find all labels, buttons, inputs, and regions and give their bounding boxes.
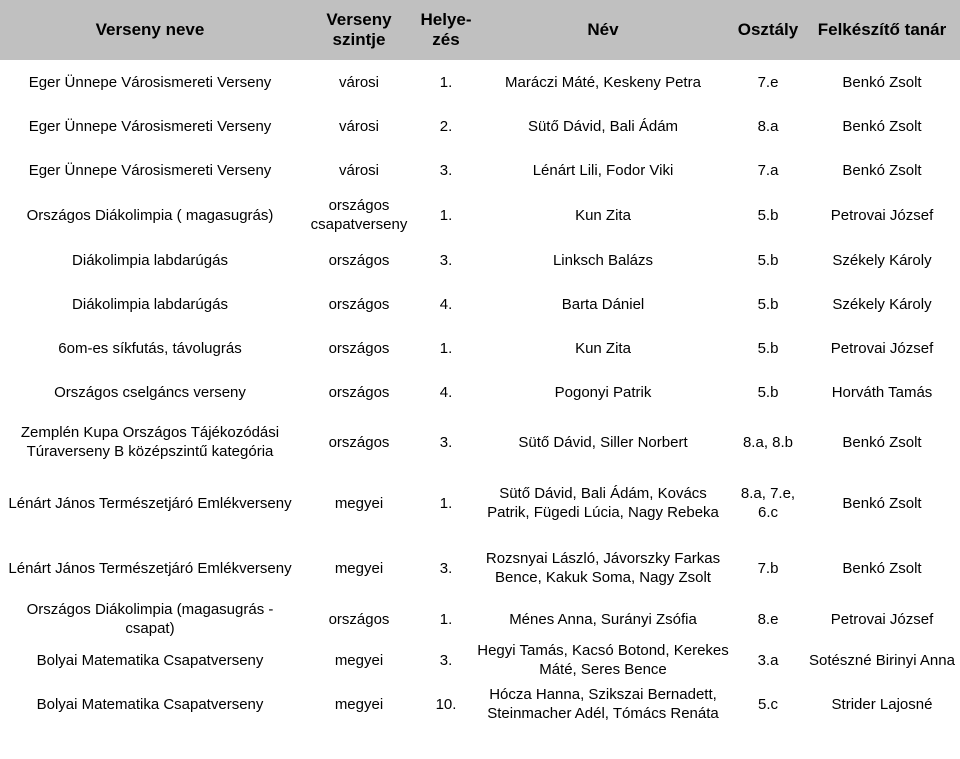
- cell-level: országos csapatverseny: [310, 197, 408, 233]
- cell-level: városi: [338, 73, 379, 91]
- cell-class: 8.a, 7.e, 6.c: [740, 485, 796, 521]
- cell-class: 7.b: [757, 559, 779, 577]
- cell-name: Lénárt Lili, Fodor Viki: [532, 161, 674, 179]
- table-row: [0, 470, 960, 536]
- cell-place: 10.: [435, 695, 457, 713]
- cell-place: 1.: [439, 73, 453, 91]
- table-row: [0, 192, 960, 238]
- header-competition: Verseny neve: [0, 0, 300, 60]
- cell-teacher: Benkó Zsolt: [842, 117, 922, 135]
- cell-name: Sütő Dávid, Siller Norbert: [518, 433, 688, 451]
- cell-competition: Bolyai Matematika Csapatverseny: [36, 695, 264, 713]
- cell-place: 4.: [439, 295, 453, 313]
- cell-competition: Országos Diákolimpia (magasugrás - csapat): [26, 601, 274, 637]
- cell-level: városi: [338, 161, 379, 179]
- header-class: Osztály: [732, 0, 804, 60]
- cell-class: 5.b: [757, 206, 779, 224]
- cell-teacher: Benkó Zsolt: [842, 494, 922, 512]
- cell-class: 5.b: [757, 383, 779, 401]
- cell-place: 3.: [439, 559, 453, 577]
- cell-name: Kun Zita: [575, 339, 631, 357]
- cell-level: országos: [328, 433, 390, 451]
- table-row: [0, 104, 960, 148]
- cell-competition: Zemplén Kupa Országos Tájékozódási Túraverseny B középszintű kategória: [20, 424, 280, 460]
- cell-place: 3.: [439, 161, 453, 179]
- table-row: [0, 60, 960, 104]
- cell-teacher: Petrovai József: [830, 610, 934, 628]
- cell-place: 1.: [439, 610, 453, 628]
- cell-competition: Diákolimpia labdarúgás: [72, 251, 228, 269]
- header-place: Helye-zés: [418, 0, 474, 60]
- cell-name: Kun Zita: [575, 206, 631, 224]
- cell-class: 5.b: [757, 295, 779, 313]
- cell-class: 5.b: [757, 251, 779, 269]
- cell-competition: Lénárt János Természetjáró Emlékverseny: [8, 494, 292, 512]
- cell-name: Sütő Dávid, Bali Ádám, Kovács Patrik, Fügedi Lúcia, Nagy Rebeka: [487, 485, 719, 521]
- cell-place: 3.: [439, 651, 453, 669]
- cell-place: 1.: [439, 494, 453, 512]
- table-row: [0, 282, 960, 326]
- cell-competition: Országos cselgáncs verseny: [54, 383, 246, 401]
- cell-name: Hegyi Tamás, Kacsó Botond, Kerekes Máté, Seres Bence: [477, 642, 729, 678]
- cell-class: 8.e: [757, 610, 779, 628]
- cell-place: 4.: [439, 383, 453, 401]
- cell-teacher: Strider Lajosné: [831, 695, 933, 713]
- cell-level: megyei: [334, 695, 384, 713]
- cell-place: 3.: [439, 433, 453, 451]
- cell-competition: Eger Ünnepe Városismereti Verseny: [28, 161, 272, 179]
- table-row: [0, 638, 960, 682]
- table-row: [0, 148, 960, 192]
- table-row: [0, 414, 960, 470]
- cell-level: országos: [328, 295, 390, 313]
- table-row: [0, 682, 960, 726]
- cell-place: 3.: [439, 251, 453, 269]
- cell-name: Ménes Anna, Surányi Zsófia: [509, 610, 697, 628]
- cell-class: 5.b: [757, 339, 779, 357]
- cell-name: Rozsnyai László, Jávorszky Farkas Bence, Kakuk Soma, Nagy Zsolt: [485, 550, 721, 586]
- cell-class: 8.a: [757, 117, 779, 135]
- cell-competition: Eger Ünnepe Városismereti Verseny: [28, 117, 272, 135]
- cell-teacher: Petrovai József: [830, 206, 934, 224]
- cell-teacher: Székely Károly: [832, 295, 932, 313]
- cell-level: országos: [328, 610, 390, 628]
- cell-competition: Bolyai Matematika Csapatverseny: [36, 651, 264, 669]
- cell-place: 1.: [439, 206, 453, 224]
- cell-name: Linksch Balázs: [552, 251, 654, 269]
- table-row: [0, 536, 960, 600]
- cell-teacher: Benkó Zsolt: [842, 433, 922, 451]
- cell-teacher: Sotészné Birinyi Anna: [809, 651, 955, 669]
- cell-level: megyei: [334, 494, 384, 512]
- cell-teacher: Székely Károly: [832, 251, 932, 269]
- header-level: Verseny szintje: [300, 0, 418, 60]
- cell-place: 2.: [439, 117, 453, 135]
- cell-level: megyei: [334, 651, 384, 669]
- cell-level: városi: [338, 117, 379, 135]
- cell-competition: Lénárt János Természetjáró Emlékverseny: [8, 559, 292, 577]
- cell-class: 3.a: [757, 651, 779, 669]
- cell-competition: Országos Diákolimpia ( magasugrás): [26, 206, 274, 224]
- table-row: [0, 326, 960, 370]
- cell-level: országos: [328, 383, 390, 401]
- cell-competition: Diákolimpia labdarúgás: [72, 295, 228, 313]
- cell-name: Maráczi Máté, Keskeny Petra: [505, 73, 701, 91]
- cell-name: Sütő Dávid, Bali Ádám: [527, 117, 679, 135]
- cell-level: megyei: [334, 559, 384, 577]
- cell-place: 1.: [439, 339, 453, 357]
- cell-competition: Eger Ünnepe Városismereti Verseny: [28, 73, 272, 91]
- table-row: [0, 370, 960, 414]
- header-name: Név: [474, 0, 732, 60]
- table-row: [0, 600, 960, 638]
- cell-level: országos: [328, 339, 390, 357]
- header-row: [0, 0, 960, 60]
- cell-class: 7.a: [757, 161, 779, 179]
- cell-teacher: Benkó Zsolt: [842, 559, 922, 577]
- cell-name: Pogonyi Patrik: [554, 383, 652, 401]
- cell-name: Barta Dániel: [561, 295, 645, 313]
- cell-level: országos: [328, 251, 390, 269]
- cell-teacher: Horváth Tamás: [831, 383, 933, 401]
- cell-teacher: Benkó Zsolt: [842, 161, 922, 179]
- header-teacher: Felkészítő tanár: [804, 0, 960, 60]
- table-row: [0, 238, 960, 282]
- cell-name: Hócza Hanna, Szikszai Bernadett, Steinmacher Adél, Tómács Renáta: [487, 686, 719, 722]
- cell-teacher: Petrovai József: [830, 339, 934, 357]
- cell-teacher: Benkó Zsolt: [842, 73, 922, 91]
- cell-competition: 6om-es síkfutás, távolugrás: [58, 339, 242, 357]
- cell-class: 8.a, 8.b: [742, 433, 794, 451]
- cell-class: 5.c: [757, 695, 778, 713]
- cell-class: 7.e: [757, 73, 779, 91]
